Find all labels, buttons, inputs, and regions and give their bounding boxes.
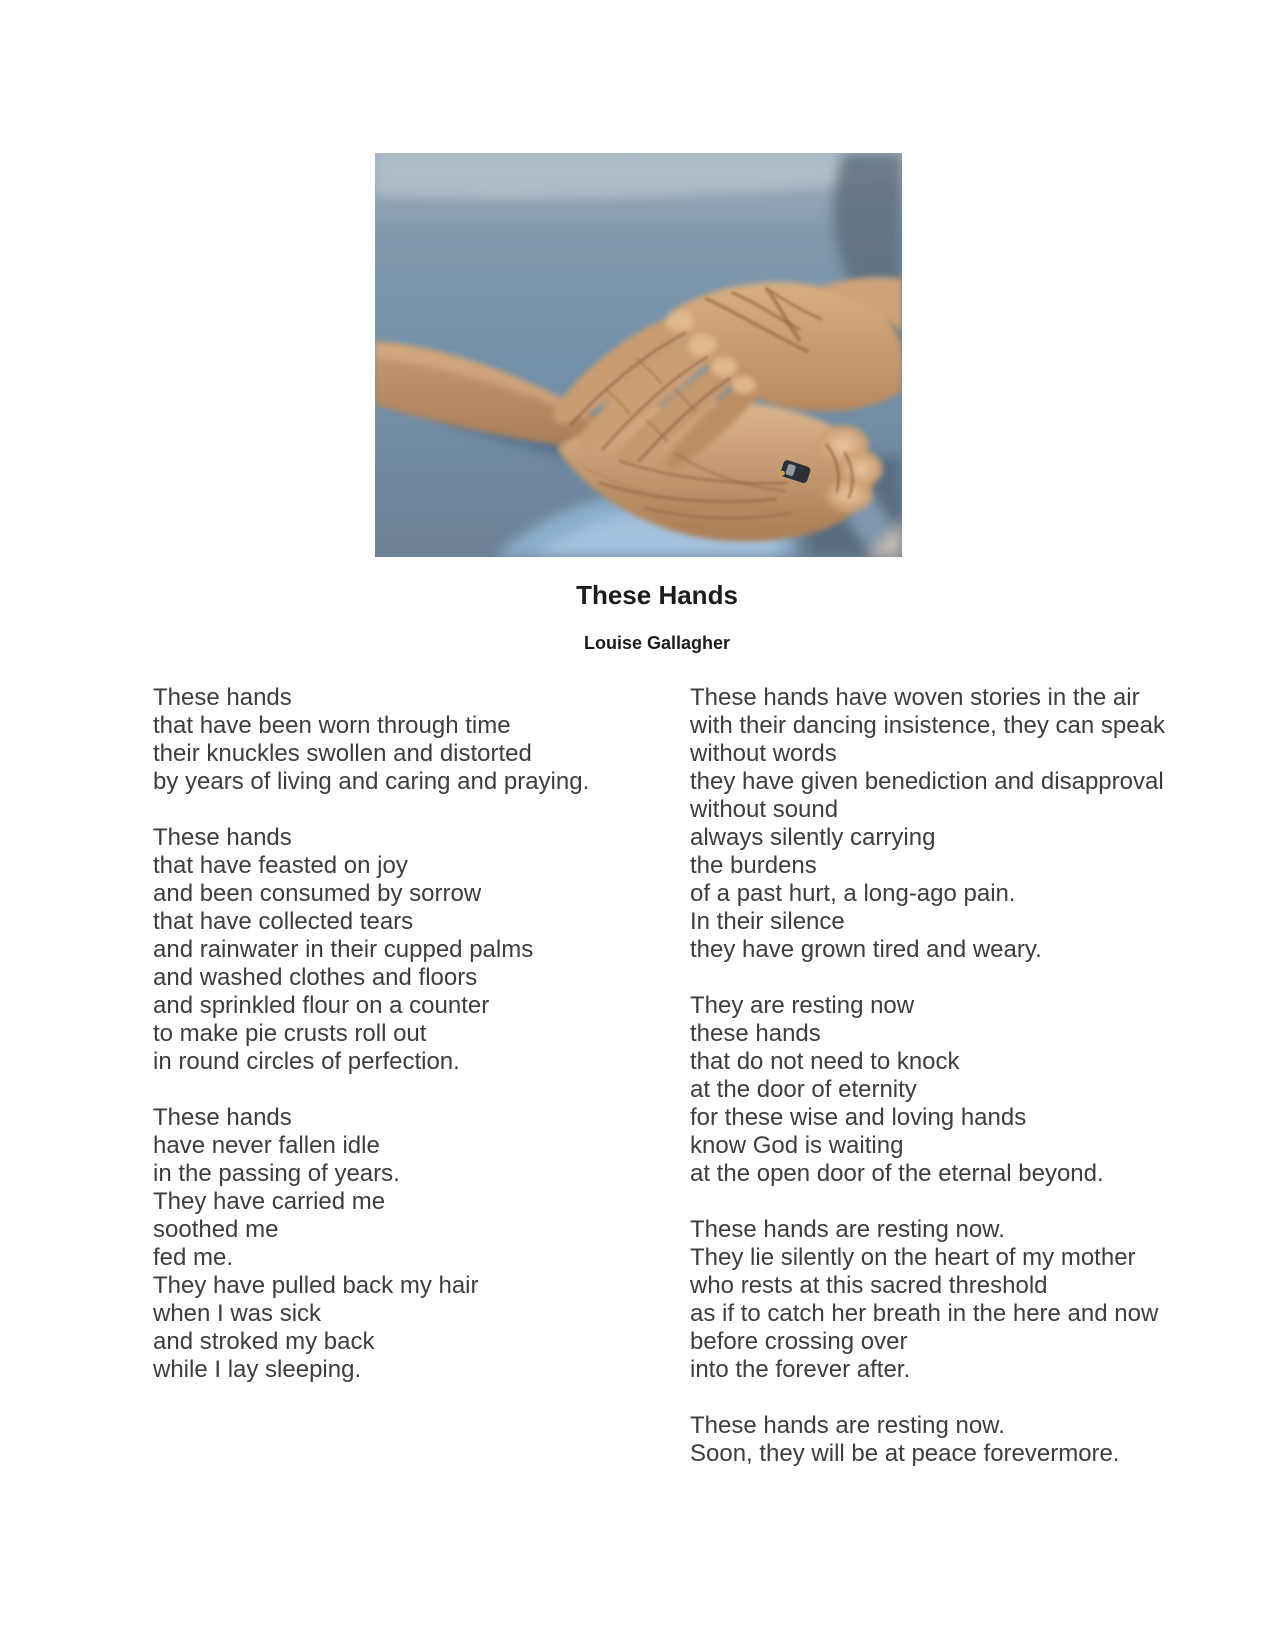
poem-line: and sprinkled flour on a counter (153, 992, 490, 1019)
poem-line: at the door of eternity (690, 1076, 917, 1103)
poem-stanza (153, 824, 633, 1076)
poem-author: Louise Gallagher (583, 633, 731, 653)
poem-line: that do not need to knock (690, 1048, 960, 1075)
poem-line: when I was sick (153, 1300, 322, 1327)
poem-line: for these wise and loving hands (690, 1104, 1027, 1131)
poem-line: These hands are resting now. (690, 1412, 1005, 1439)
poem-line: These hands (153, 684, 292, 711)
poem-stanza (153, 1104, 633, 1384)
poem-line: These hands (153, 824, 292, 851)
poem-column-left (153, 684, 633, 1384)
poem-line: and stroked my back (153, 1328, 375, 1355)
poem-stanza (690, 684, 1165, 964)
poem-line: and washed clothes and floors (153, 964, 478, 991)
poem-line: that have collected tears (153, 908, 414, 935)
poem-stanza (153, 684, 633, 796)
poem-line: that have been worn through time (153, 712, 511, 739)
poem-line: These hands have woven stories in the air (690, 684, 1140, 711)
poem-stanza (690, 1412, 1160, 1468)
poem-line: and rainwater in their cupped palms (153, 936, 534, 963)
poem-line: They have carried me (153, 1188, 386, 1215)
poem-line: These hands are resting now. (690, 1216, 1005, 1243)
hands-photo (375, 153, 902, 557)
poem-line: Soon, they will be at peace forevermore. (690, 1440, 1120, 1467)
poem-line: and been consumed by sorrow (153, 880, 482, 907)
poem-line: without words (690, 740, 837, 767)
poem-column-right (690, 684, 1165, 1468)
poem-stanza (690, 1216, 1160, 1384)
poem-line: to make pie crusts roll out (153, 1020, 427, 1047)
poem-line: at the open door of the eternal beyond. (690, 1160, 1104, 1187)
poem-line: these hands (690, 1020, 821, 1047)
poem-line: that have feasted on joy (153, 852, 408, 879)
poem-line: know God is waiting (690, 1132, 904, 1159)
poem-line: In their silence (690, 908, 845, 935)
poem-line: while I lay sleeping. (153, 1356, 362, 1383)
poem-line: soothed me (153, 1216, 279, 1243)
poem-line: who rests at this sacred threshold (690, 1272, 1048, 1299)
poem-line: they have given benediction and disapproval (690, 768, 1164, 795)
poem-line: of a past hurt, a long-ago pain. (690, 880, 1016, 907)
poem-line: They lie silently on the heart of my mother (690, 1244, 1136, 1271)
poem-line: These hands (153, 1104, 292, 1131)
hands-photo-image (375, 153, 902, 557)
poem-line: they have grown tired and weary. (690, 936, 1042, 963)
poem-line: always silently carrying (690, 824, 936, 851)
poem-line: before crossing over (690, 1328, 908, 1355)
poem-line: without sound (690, 796, 839, 823)
poem-title: These Hands (576, 580, 738, 610)
poem-line: They are resting now (690, 992, 915, 1019)
poem-line: into the forever after. (690, 1356, 911, 1383)
poem-line: the burdens (690, 852, 817, 879)
poem-line: They have pulled back my hair (153, 1272, 479, 1299)
poem-line: in the passing of years. (153, 1160, 400, 1187)
poem-line: as if to catch her breath in the here and now (690, 1300, 1159, 1327)
poem-line: their knuckles swollen and distorted (153, 740, 532, 767)
poem-line: have never fallen idle (153, 1132, 380, 1159)
poem-line: fed me. (153, 1244, 234, 1271)
poem-line: in round circles of perfection. (153, 1048, 460, 1075)
poem-line: by years of living and caring and praying. (153, 768, 590, 795)
poem-line: with their dancing insistence, they can speak (690, 712, 1165, 739)
poem-stanza (690, 992, 1160, 1188)
